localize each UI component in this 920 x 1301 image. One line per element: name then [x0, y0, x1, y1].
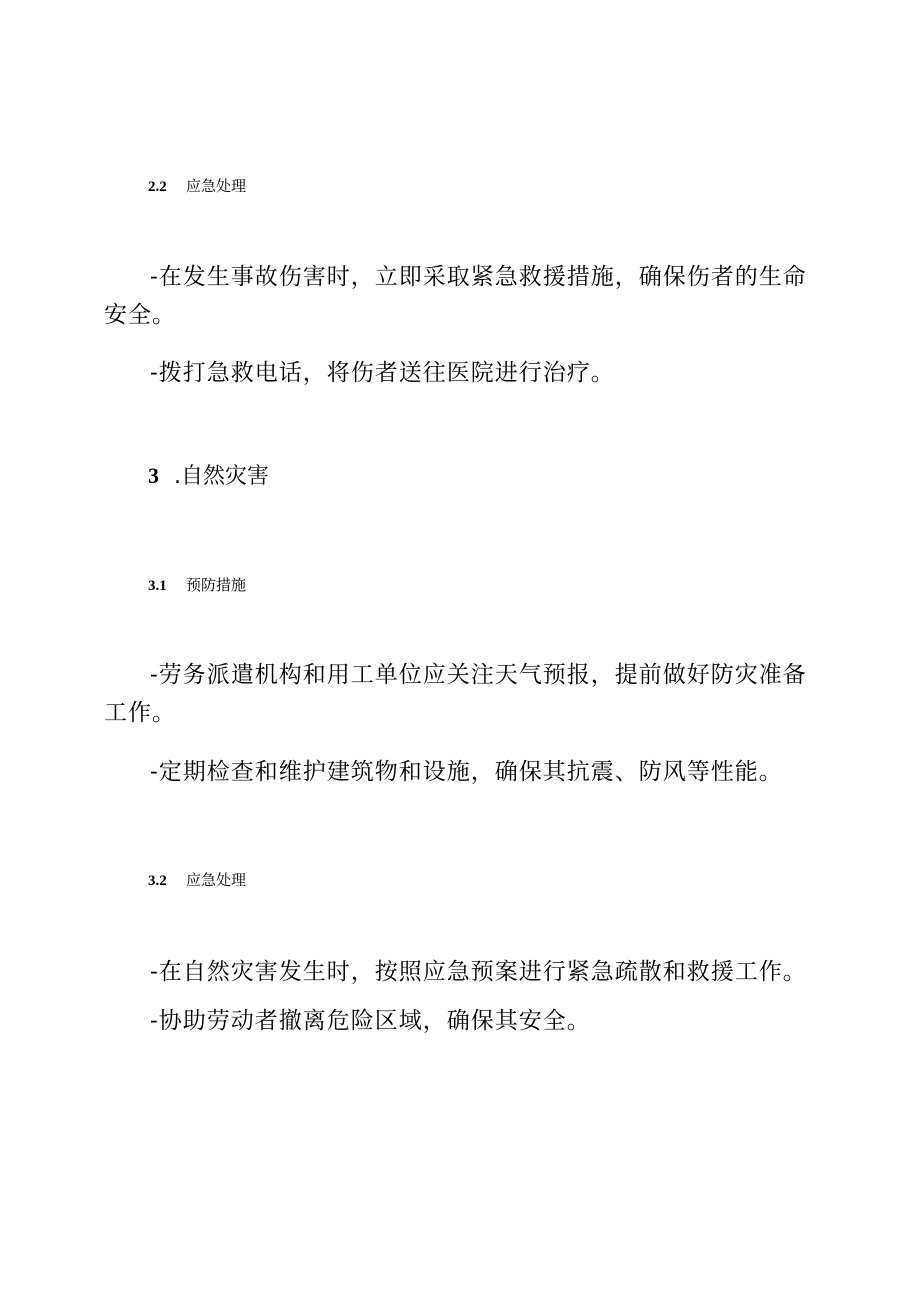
- paragraph: -劳务派遣机构和用工单位应关注天气预报，提前做好防灾准备工作。: [104, 662, 807, 726]
- paragraph: -在自然灾害发生时，按照应急预案进行紧急疏散和救援工作。: [150, 959, 807, 985]
- subsection-title: 应急处理: [186, 177, 247, 195]
- subsection-number: 3.1: [148, 578, 167, 594]
- subsection-heading-3-2: [148, 870, 246, 891]
- subsection-title: 预防措施: [186, 576, 247, 594]
- paragraph: -在发生事故伤害时，立即采取紧急救援措施，确保伤者的生命安全。: [104, 264, 807, 328]
- subsection-heading-2-2: [148, 176, 246, 197]
- subsection-number: 2.2: [148, 179, 167, 195]
- subsection-number: 3.2: [148, 873, 167, 889]
- section-number: 3: [148, 463, 159, 488]
- section-heading-3: [148, 461, 269, 492]
- paragraph: -协助劳动者撤离危险区域，确保其安全。: [150, 1008, 591, 1034]
- subsection-heading-3-1: [148, 575, 246, 596]
- paragraph: -拨打急救电话，将伤者送往医院进行治疗。: [150, 360, 615, 386]
- section-title: .自然灾害: [174, 464, 269, 489]
- paragraph: -定期检查和维护建筑物和设施，确保其抗震、防风等性能。: [150, 759, 783, 785]
- subsection-title: 应急处理: [186, 871, 247, 889]
